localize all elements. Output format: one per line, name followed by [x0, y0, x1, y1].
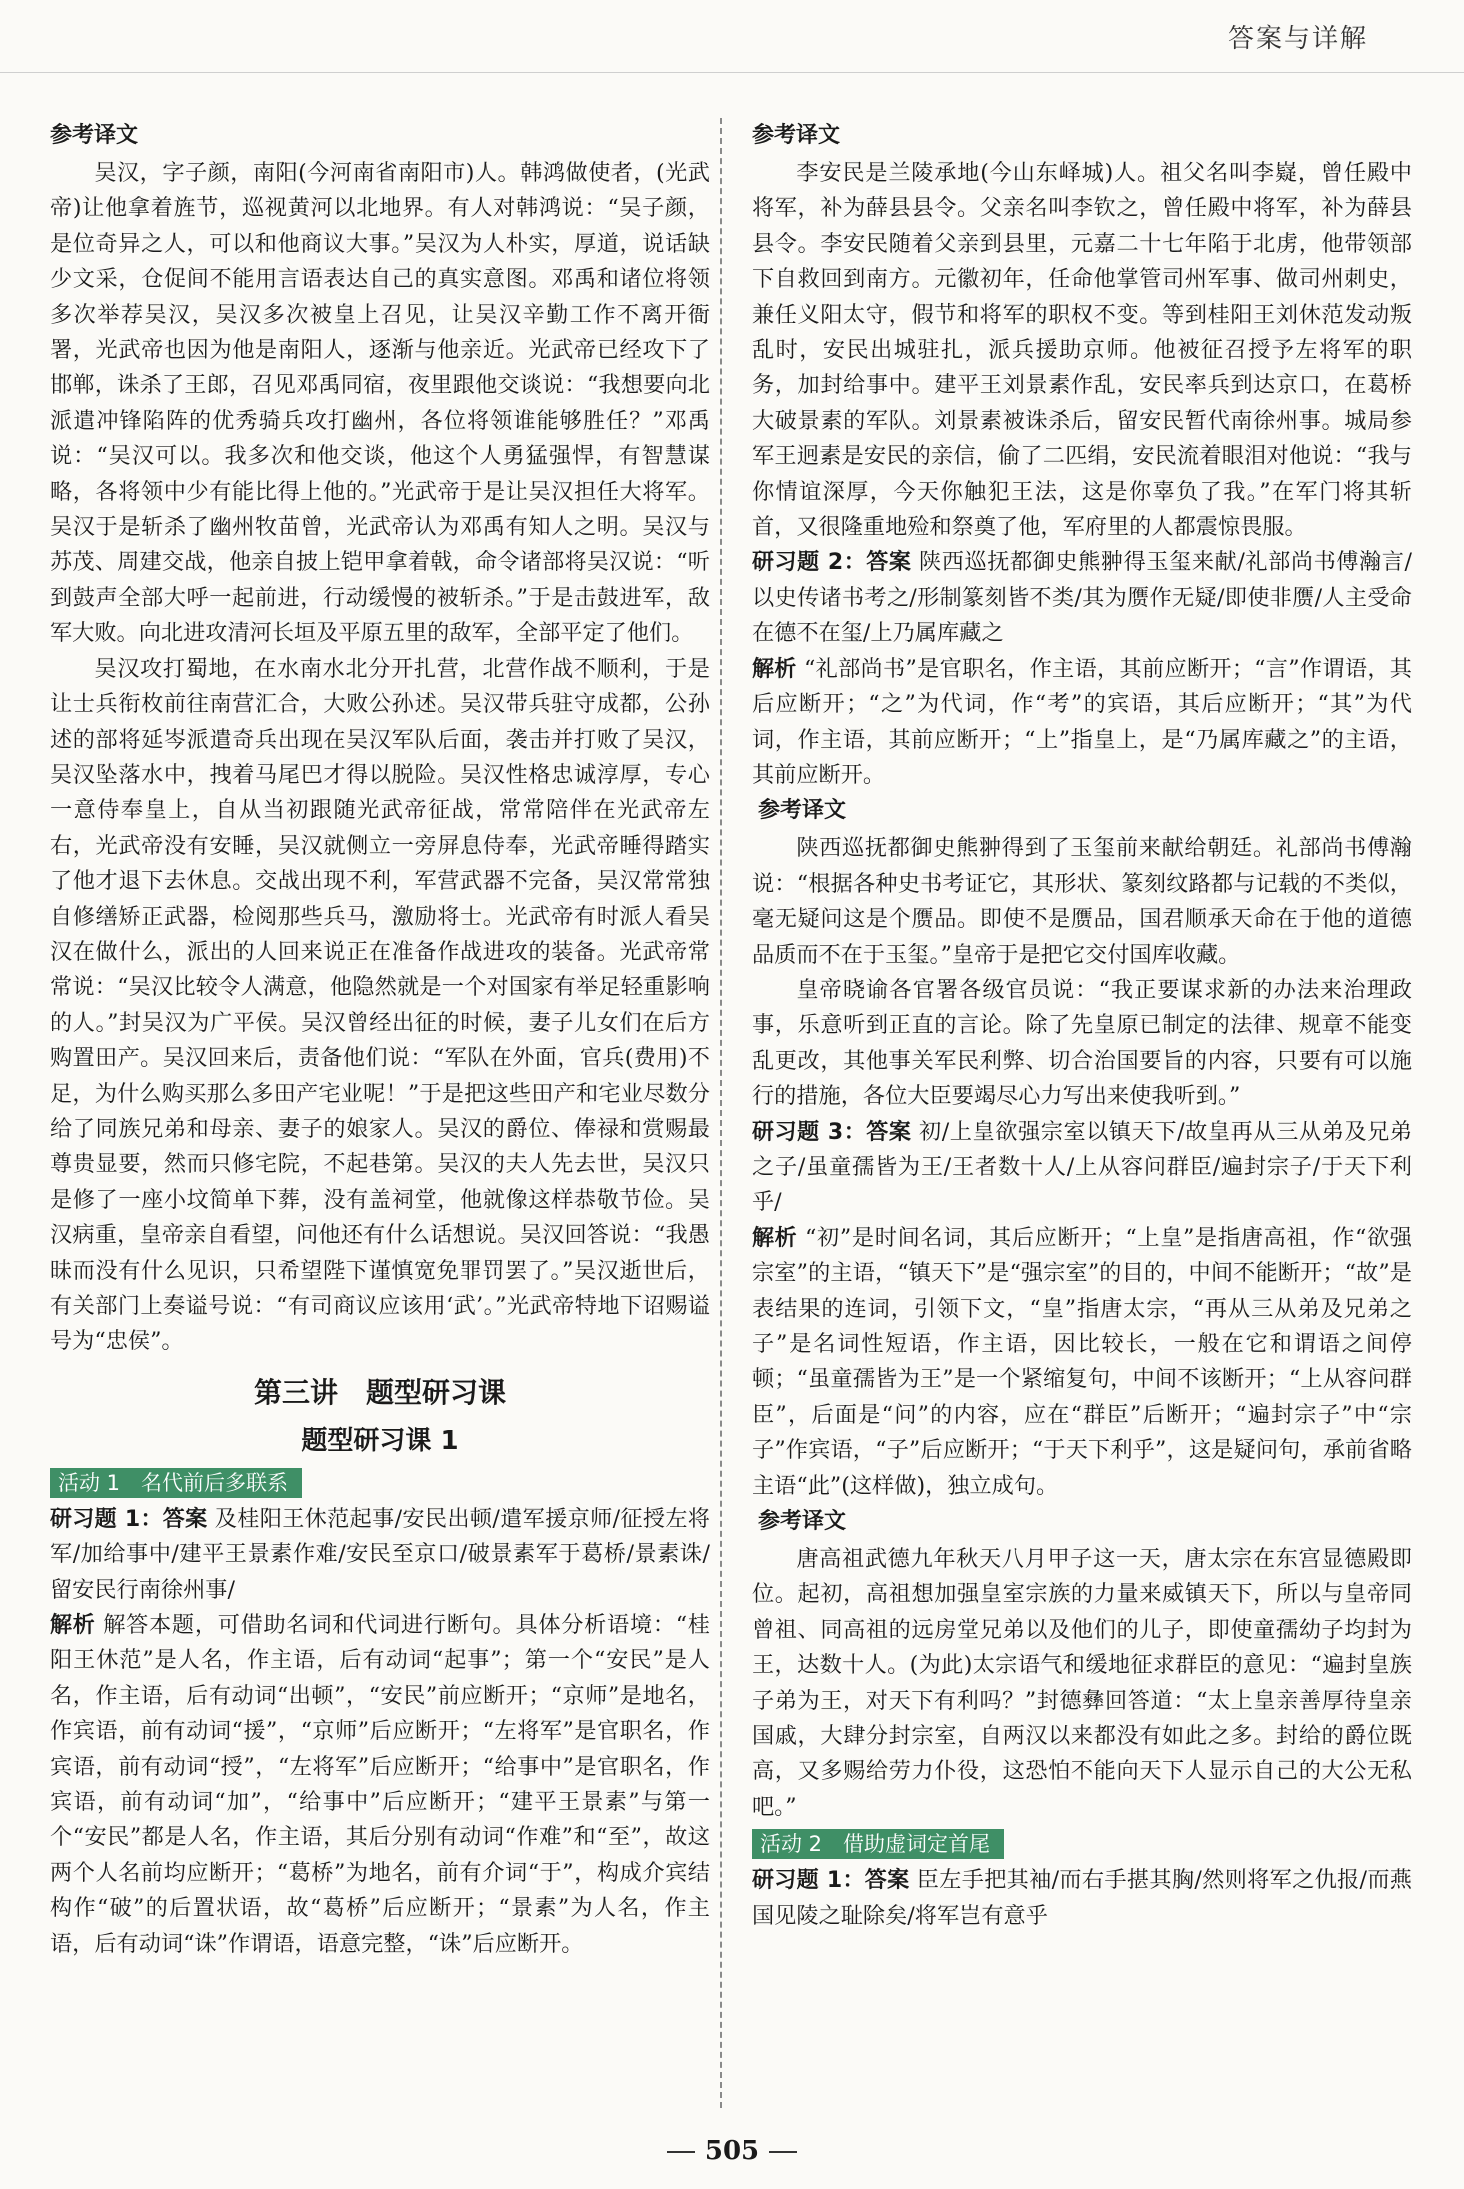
analysis-text: 解答本题，可借助名词和代词进行断句。具体分析语境：“桂阳王休范”是人名，作主语，后有动词“起事”；第一个“安民”是人名，作主语，后有动词“出顿”，“安民”前应断开；“京师”是地名，作宾语，前有动词“援”，“京师”后应断开；“左将军”是官职名，作宾语，前有动词“授”，“左将军”后应断开；“给事中”是官职名，作宾语，前有动词“加”，“给事中”后应断开；“建平王景素”与第一个“安民”都是人名，作主语，其后分别有动词“作难”和“至”，故这两个人名前均应断开；“葛桥”为地名，前有介词“于”，构成介宾结构作“破”的后置状语，故“葛桥”后应断开；“景素”为人名，作主语，后有动词“诛”作谓语，语意完整，“诛”后应断开。	[50, 1612, 710, 1957]
lecture-title: 第三讲 题型研习课	[253, 1375, 506, 1409]
answer-text: 陕西巡抚都御史熊翀得玉玺来献/礼部尚书傅瀚言/以史传诸书考之/形制篆刻皆不类/其为赝作无疑/即使非赝/人主受命在德不在玺/上乃属库藏之	[752, 549, 1412, 647]
right-column	[752, 118, 1412, 1934]
answer-text: 臣左手把其袖/而右手揕其胸/然则将军之仇报/而燕国见陵之耻除矣/将军岂有意乎	[752, 1867, 1412, 1929]
exercise-label: 研习题 1：答案	[752, 1868, 910, 1894]
answer-text: 初/上皇欲强宗室以镇天下/故皇再从三从弟及兄弟之子/虽童孺皆为王/王者数十人/上从容问群臣/遍封宗子/于天下利乎/	[752, 1118, 1412, 1216]
analysis-label: 解析	[752, 1225, 798, 1251]
reference-translation-heading: 参考译文	[758, 1509, 847, 1535]
footer-dash	[667, 2151, 695, 2153]
analysis	[752, 652, 1412, 794]
activity-label: 活动 2 借助虚词定首尾	[752, 1829, 1004, 1859]
analysis-label: 解析	[752, 656, 797, 682]
translation-paragraph: 皇帝晓谕各官署各级官员说：“我正要谋求新的办法来治理政事，乐意听到正直的言论。除了先皇原已制定的法律、规章不能变乱更改，其他事关军民利弊、切合治国要旨的内容，只要有可以施行的措施，各位大臣要竭尽心力写出来使我听到。”	[752, 976, 1412, 1110]
analysis-text: “礼部尚书”是官职名，作主语，其前应断开；“言”作谓语，其后应断开；“之”为代词，作“考”的宾语，其后应断开；“其”为代词，作主语，其前应断开；“上”指皇上，是“乃属库藏之”的主语，其前应断开。	[752, 655, 1412, 788]
translation-paragraph: 陕西巡抚都御史熊翀得到了玉玺前来献给朝廷。礼部尚书傅瀚说：“根据各种史书考证它，其形状、篆刻纹路都与记载的不类似，毫无疑问这是个赝品。即使不是赝品，国君顺承天命在于他的道德品质而不在于玉玺。”皇帝于是把它交付国库收藏。	[752, 835, 1412, 968]
analysis-label: 解析	[50, 1613, 96, 1639]
header-rule	[0, 72, 1464, 73]
page-footer	[0, 2136, 1464, 2166]
exercise-label: 研习题 1：答案	[50, 1506, 208, 1532]
lesson-title: 题型研习课 1	[301, 1425, 459, 1456]
answer-text: 及桂阳王休范起事/安民出顿/遣军援京师/征授左将军/加给事中/建平王景素作难/安民至京口/破景素军于葛桥/景素诛/留安民行南徐州事/	[50, 1505, 710, 1603]
reference-translation-heading: 参考译文	[752, 123, 841, 148]
exercise-label: 研习题 3：答案	[752, 1119, 912, 1145]
analysis	[50, 1608, 710, 1962]
reference-translation-heading: 参考译文	[50, 123, 139, 148]
analysis	[752, 1221, 1412, 1504]
analysis-text: “初”是时间名词，其后应断开；“上皇”是指唐高祖，作“欲强宗室”的主语，“镇天下”是“强宗室”的目的，中间不能断开；“故”是表结果的连词，引领下文，“皇”指唐太宗，“再从三从弟及兄弟之子”是名词性短语，作主语，因比较长，一般在它和谓语之间停顿；“虽童孺皆为王”是一个紧缩复句，中间不该断开；“上从容问群臣”，后面是“问”的内容，应在“群臣”后断开；“遍封宗子”中“宗子”作宾语，“子”后应断开；“于天下利乎”，这是疑问句，承前省略主语“此”(这样做)，独立成句。	[752, 1224, 1412, 1499]
exercise-label: 研习题 2：答案	[752, 550, 912, 576]
exercise-answer	[50, 1502, 710, 1608]
column-divider	[720, 118, 722, 2108]
exercise-answer	[752, 545, 1412, 651]
exercise-answer	[752, 1863, 1412, 1934]
reference-translation-heading: 参考译文	[758, 798, 847, 824]
activity-label: 活动 1 名代前后多联系	[50, 1468, 302, 1498]
running-header: 答案与详解	[1227, 24, 1368, 54]
left-column	[50, 118, 710, 1962]
translation-paragraph: 吴汉攻打蜀地，在水南水北分开扎营，北营作战不顺利，于是让士兵衔枚前往南营汇合，大败公孙述。吴汉带兵驻守成都，公孙述的部将延岑派遣奇兵出现在吴汉军队后面，袭击并打败了吴汉，吴汉坠落水中，拽着马尾巴才得以脱险。吴汉性格忠诚淳厚，专心一意侍奉皇上，自从当初跟随光武帝征战，常常陪伴在光武帝左右，光武帝没有安睡，吴汉就侧立一旁屏息侍奉，光武帝睡得踏实了他才退下去休息。交战出现不利，军营武器不完备，吴汉常常独自修缮矫正武器，检阅那些兵马，激励将士。光武帝有时派人看吴汉在做什么，派出的人回来说正在准备作战进攻的装备。光武帝常常说：“吴汉比较令人满意，他隐然就是一个对国家有举足轻重影响的人。”封吴汉为广平侯。吴汉曾经出征的时候，妻子儿女们在后方购置田产。吴汉回来后，责备他们说：“军队在外面，官兵(费用)不足，为什么购买那么多田产宅业呢！”于是把这些田产和宅业尽数分给了同族兄弟和母亲、妻子的娘家人。吴汉的爵位、俸禄和赏赐最尊贵显要，然而只修宅院，不起巷第。吴汉的夫人先去世，吴汉只是修了一座小坟简单下葬，没有盖祠堂，他就像这样恭敬节俭。吴汉病重，皇帝亲自看望，问他还有什么话想说。吴汉回答说：“我愚昧而没有什么见识，只希望陛下谨慎宽免罪罚罢了。”吴汉逝世后，有关部门上奏谥号说：“有司商议应该用‘武’。”光武帝特地下诏赐谥号为“忠侯”。	[50, 655, 710, 1355]
footer-dash	[769, 2151, 797, 2153]
exercise-answer	[752, 1115, 1412, 1221]
translation-paragraph: 吴汉，字子颜，南阳(今河南省南阳市)人。韩鸿做使者，(光武帝)让他拿着旌节，巡视黄河以北地界。有人对韩鸿说：“吴子颜，是位奇异之人，可以和他商议大事。”吴汉为人朴实，厚道，说话缺少文采，仓促间不能用言语表达自己的真实意图。邓禹和诸位将领多次举荐吴汉，吴汉多次被皇上召见，让吴汉辛勤工作不离开衙署，光武帝也因为他是南阳人，逐渐与他亲近。光武帝已经攻下了邯郸，诛杀了王郎，召见邓禹同宿，夜里跟他交谈说：“我想要向北派遣冲锋陷阵的优秀骑兵攻打幽州，各位将领谁能够胜任？”邓禹说：“吴汉可以。我多次和他交谈，他这个人勇猛强悍，有智慧谋略，各将领中少有能比得上他的。”光武帝于是让吴汉担任大将军。吴汉于是斩杀了幽州牧苗曾，光武帝认为邓禹有知人之明。吴汉与苏茂、周建交战，他亲自披上铠甲拿着戟，命令诸部将吴汉说：“听到鼓声全部大呼一起前进，行动缓慢的被斩杀。”于是击鼓进军，敌军大败。向北进攻清河长垣及平原五里的敌军，全部平定了他们。	[50, 160, 710, 647]
translation-paragraph: 李安民是兰陵承地(今山东峄城)人。祖父名叫李嶷，曾任殿中将军，补为薛县县令。父亲名叫李钦之，曾任殿中将军，补为薛县县令。李安民随着父亲到县里，元嘉二十七年陷于北虏，他带领部下自救回到南方。元徽初年，任命他掌管司州军事、做司州刺史，兼任义阳太守，假节和将军的职权不变。等到桂阳王刘休范发动叛乱时，安民出城驻扎，派兵援助京师。他被征召授予左将军的职务，加封给事中。建平王刘景素作乱，安民率兵到达京口，在葛桥大破景素的军队。刘景素被诛杀后，留安民暂代南徐州事。城局参军王迥素是安民的亲信，偷了二匹绢，安民流着眼泪对他说：“我与你情谊深厚，今天你触犯王法，这是你辜负了我。”在军门将其斩首，又很隆重地殓和祭奠了他，军府里的人都震惊畏服。	[752, 160, 1412, 541]
translation-paragraph: 唐高祖武德九年秋天八月甲子这一天，唐太宗在东宫显德殿即位。起初，高祖想加强皇室宗族的力量来威镇天下，所以与皇帝同曾祖、同高祖的远房堂兄弟以及他们的儿子，即使童孺幼子均封为王，达数十人。(为此)太宗语气和缓地征求群臣的意见：“遍封皇族子弟为王，对天下有利吗？”封德彝回答道：“太上皇亲善厚待皇亲国戚，大肆分封宗室，自两汉以来都没有如此之多。封给的爵位既高，又多赐给劳力仆役，这恐怕不能向天下人显示自己的大公无私吧。”	[752, 1546, 1412, 1820]
page-number: 505	[704, 2136, 760, 2166]
